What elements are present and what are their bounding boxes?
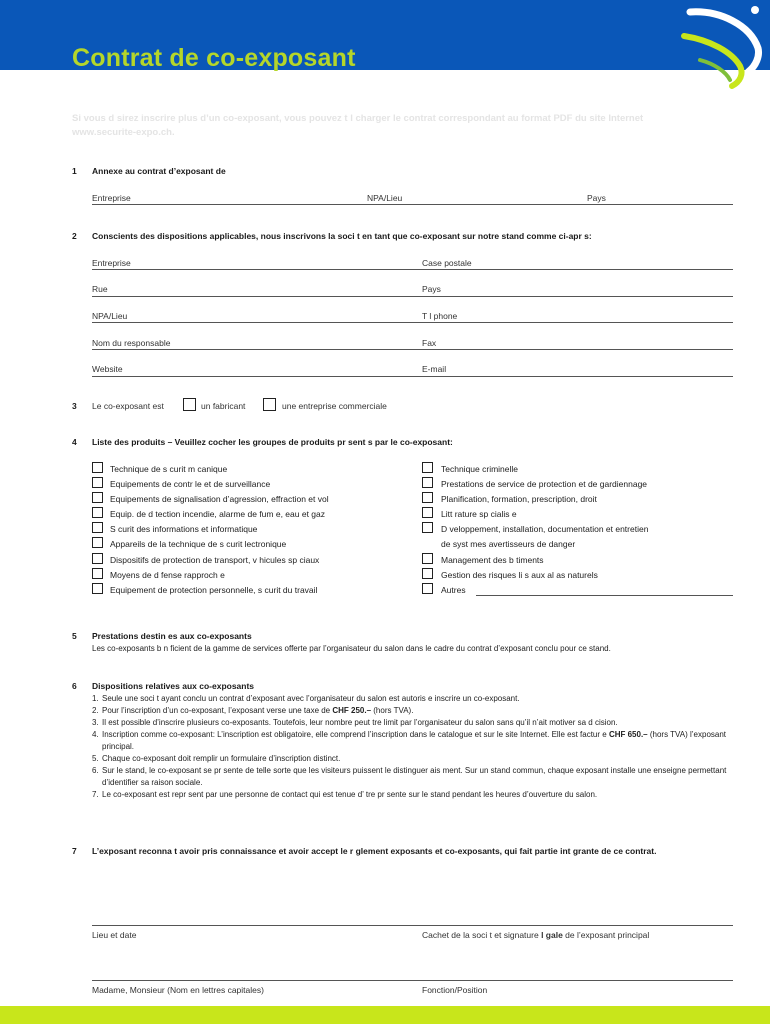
cachet-label: Cachet de la soci t et signature l gale de l’exposant principal (422, 930, 650, 940)
s2-npa-label: NPA/Lieu (92, 311, 128, 321)
s2-case-postale-label: Case postale (422, 258, 472, 268)
product-checkbox[interactable] (422, 477, 433, 488)
product-label: Moyens de d fense rapproch e (110, 570, 225, 580)
list-item: 3. Il est possible d’inscrire plusieurs co-exposants. Toutefois, leur nombre peut tre limit par l’organisateur du salon sans qu’il n’ait motiver sa d cision. (92, 718, 618, 727)
s2-email-label: E-mail (422, 364, 447, 374)
product-label: Autres (441, 585, 466, 595)
signature-line-2[interactable] (92, 980, 733, 981)
product-label: D veloppement, installation, documentation et entretien (441, 524, 649, 534)
s2-website-label: Website (92, 364, 123, 374)
intro-line-1: Si vous d sirez inscrire plus d’un co-exposant, vous pouvez t l charger le contrat correspondant au format PDF du site Internet (72, 113, 644, 124)
product-checkbox[interactable] (92, 507, 103, 518)
product-checkbox[interactable] (422, 462, 433, 473)
product-label: Technique criminelle (441, 464, 519, 474)
section-4-title: Liste des produits – Veuillez cocher les groupes de produits pr sent s par le co-exposant: (92, 437, 453, 447)
product-checkbox[interactable] (92, 522, 103, 533)
s3-commerciale-label: une entreprise commerciale (282, 401, 387, 411)
product-checkbox[interactable] (92, 553, 103, 564)
section-6-title: Dispositions relatives aux co-exposants (92, 681, 255, 691)
s1-input-line[interactable] (92, 204, 733, 205)
s2-line-1[interactable] (92, 269, 733, 270)
section-5-text: Les co-exposants b n ficient de la gamme de services offerte par l’organisateur du salon dans le cadre du contrat d’exposant conclu pour ce stand. (92, 644, 611, 653)
s3-fabricant-checkbox[interactable] (183, 398, 196, 411)
product-checkbox[interactable] (92, 537, 103, 548)
list-item: 2. Pour l’inscription d’un co-exposant, l’exposant verse une taxe de CHF 250.– (hors TVA). (92, 706, 414, 715)
section-5-title: Prestations destin es aux co-exposants (92, 631, 252, 641)
product-checkbox[interactable] (92, 568, 103, 579)
signature-line-1[interactable] (92, 925, 733, 926)
s1-entreprise-label: Entreprise (92, 193, 131, 203)
intro-text (72, 112, 712, 140)
section-5-number: 5 (72, 631, 77, 641)
product-label: Equipement de protection personnelle, s curit du travail (110, 585, 318, 595)
name-label: Madame, Monsieur (Nom en lettres capitales) (92, 985, 264, 995)
product-label: Equipements de contr le et de surveillance (110, 479, 271, 489)
swoosh-logo (660, 0, 770, 100)
product-label: S curit des informations et informatique (110, 524, 258, 534)
product-checkbox[interactable] (422, 507, 433, 518)
fonction-label: Fonction/Position (422, 985, 488, 995)
section-2-number: 2 (72, 231, 77, 241)
section-1-title: Annexe au contrat d’exposant de (92, 166, 226, 176)
s2-line-3[interactable] (92, 322, 733, 323)
section-6-list (92, 693, 735, 801)
section-7-number: 7 (72, 846, 77, 856)
product-checkbox[interactable] (92, 462, 103, 473)
product-label: Planification, formation, prescription, droit (441, 494, 597, 504)
autres-input-line[interactable] (476, 595, 733, 596)
s2-line-5[interactable] (92, 376, 733, 377)
product-label: Dispositifs de protection de transport, v hicules sp ciaux (110, 555, 320, 565)
list-item: 1. Seule une soci t ayant conclu un contrat d’exposant avec l’organisateur du salon est autoris e inscrire un co-exposant. (92, 694, 520, 703)
product-label: Gestion des risques li s aux al as naturels (441, 570, 598, 580)
product-checkbox[interactable] (422, 583, 433, 594)
product-label-continuation: de syst mes avertisseurs de danger (441, 539, 576, 549)
product-label: Equipements de signalisation d’agression, effraction et vol (110, 494, 329, 504)
section-3-number: 3 (72, 401, 77, 411)
product-checkbox[interactable] (92, 477, 103, 488)
product-checkbox[interactable] (422, 492, 433, 503)
product-label: Technique de s curit m canique (110, 464, 228, 474)
product-label: Prestations de service de protection et de gardiennage (441, 479, 648, 489)
list-item: 4. Inscription comme co-exposant: L’inscription est obligatoire, elle comprend l’inscription dans le catalogue et sur le site Internet. Elle est factur e CHF 650.– (hors TVA) l’exposant principal. (92, 730, 727, 751)
product-checkbox[interactable] (422, 522, 433, 533)
product-checkbox[interactable] (92, 492, 103, 503)
s3-label: Le co-exposant est (92, 401, 164, 411)
s2-line-4[interactable] (92, 349, 733, 350)
list-item: 6. Sur le stand, le co-exposant se pr sente de telle sorte que les visiteurs puissent le distinguer ais ment. Sur un stand commun, chaque exposant installe une enseigne permettant d’identifier sa raison sociale. (92, 766, 727, 787)
s3-commerciale-checkbox[interactable] (263, 398, 276, 411)
product-label: Appareils de la technique de s curit lectronique (110, 539, 287, 549)
intro-link[interactable]: www.securite-expo.ch. (72, 127, 175, 138)
s2-rue-label: Rue (92, 284, 108, 294)
section-2-title: Conscients des dispositions applicables, nous inscrivons la soci t en tant que co-exposant sur notre stand comme ci-apr s: (92, 231, 592, 241)
product-label: Management des b timents (441, 555, 544, 565)
s2-pays-label: Pays (422, 284, 441, 294)
s2-responsable-label: Nom du responsable (92, 338, 171, 348)
page-title: Contrat de co-exposant (72, 44, 356, 72)
product-checkbox[interactable] (422, 553, 433, 564)
section-6-number: 6 (72, 681, 77, 691)
s1-pays-label: Pays (587, 193, 606, 203)
product-label: Equip. de d tection incendie, alarme de fum e, eau et gaz (110, 509, 325, 519)
product-label: Litt rature sp cialis e (441, 509, 517, 519)
section-4-number: 4 (72, 437, 77, 447)
section-7-title: L’exposant reconna t avoir pris connaissance et avoir accept le r glement exposants et co-exposants, qui fait partie int grante de ce contrat. (92, 846, 657, 856)
lieu-date-label: Lieu et date (92, 930, 137, 940)
section-1-number: 1 (72, 166, 77, 176)
s2-telephone-label: T l phone (422, 311, 458, 321)
s2-entreprise-label: Entreprise (92, 258, 131, 268)
product-checkbox[interactable] (92, 583, 103, 594)
product-checkbox[interactable] (422, 568, 433, 579)
s2-fax-label: Fax (422, 338, 437, 348)
s1-npa-label: NPA/Lieu (367, 193, 403, 203)
footer-bar (0, 1006, 770, 1024)
s3-fabricant-label: un fabricant (201, 401, 246, 411)
list-item: 7. Le co-exposant est repr sent par une personne de contact qui est tenue d’ tre pr sente sur le stand pendant les heures d’ouverture du salon. (92, 790, 598, 799)
list-item: 5. Chaque co-exposant doit remplir un formulaire d’inscription distinct. (92, 754, 341, 763)
s2-line-2[interactable] (92, 296, 733, 297)
